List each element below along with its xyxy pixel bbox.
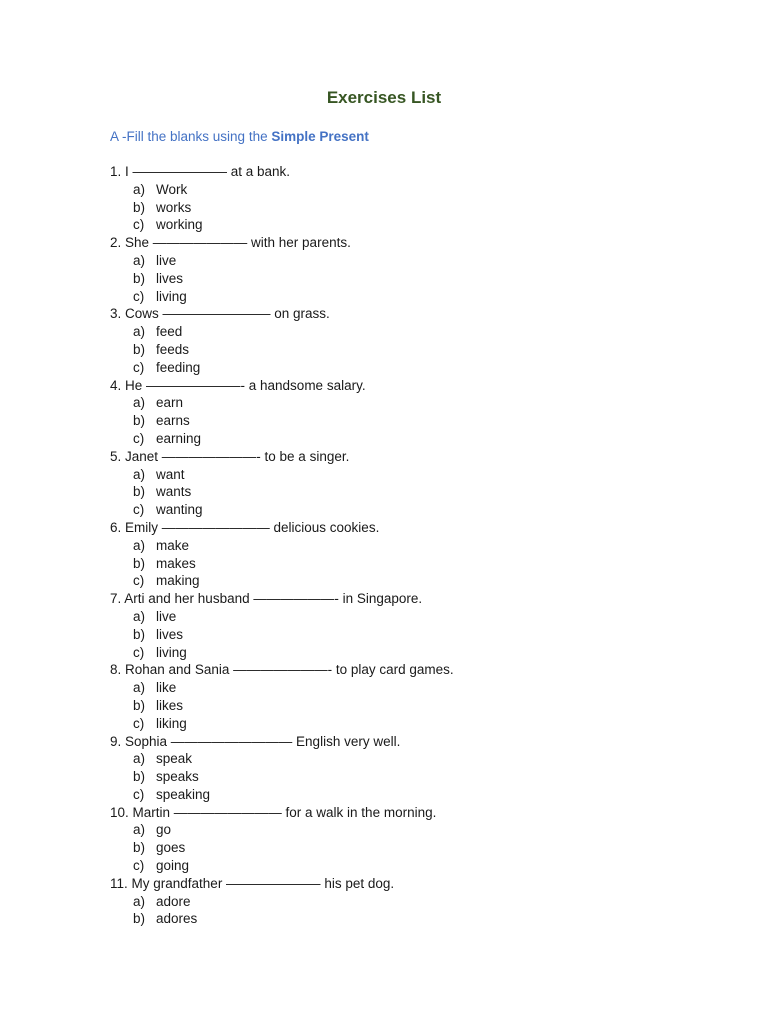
answer-option: [110, 394, 710, 412]
answer-option: [110, 572, 710, 590]
answer-option: [110, 537, 710, 555]
option-list: [110, 893, 710, 929]
option-text: wants: [156, 484, 192, 500]
option-text: going: [156, 858, 190, 874]
answer-option: [110, 466, 710, 484]
option-text: making: [156, 573, 200, 589]
answer-option: [110, 359, 710, 377]
option-text: liking: [156, 715, 187, 731]
answer-option: [110, 270, 710, 288]
option-letter: c): [133, 858, 145, 874]
option-letter: c): [133, 573, 145, 589]
answer-option: [110, 626, 710, 644]
option-text: speak: [156, 751, 193, 767]
option-list: [110, 466, 710, 519]
question-stem: 10. Martin ———————— for a walk in the morning.: [110, 804, 437, 820]
option-text: feeding: [156, 359, 201, 375]
option-letter: b): [133, 555, 146, 571]
option-list: [110, 323, 710, 376]
option-letter: a): [133, 466, 146, 482]
option-list: [110, 821, 710, 874]
option-list: [110, 750, 710, 803]
question-stem: 8. Rohan and Sania ———————- to play card games.: [110, 662, 454, 678]
question-item: [110, 733, 710, 804]
option-letter: c): [133, 288, 145, 304]
question-stem: 11. My grandfather ——————— his pet dog.: [110, 875, 395, 891]
option-text: make: [156, 537, 190, 553]
question-stem: 9. Sophia ————————— English very well.: [110, 733, 401, 749]
question-item: [110, 448, 710, 519]
option-text: feeds: [156, 341, 190, 357]
question-stem: 4. He ———————- a handsome salary.: [110, 377, 366, 393]
answer-option: [110, 483, 710, 501]
option-letter: a): [133, 893, 146, 909]
option-letter: b): [133, 484, 146, 500]
option-letter: b): [133, 911, 146, 927]
answer-option: [110, 715, 710, 733]
option-letter: c): [133, 430, 145, 446]
answer-option: [110, 430, 710, 448]
option-letter: a): [133, 181, 146, 197]
option-list: [110, 252, 710, 305]
answer-option: [110, 412, 710, 430]
question-stem: 5. Janet ———————- to be a singer.: [110, 448, 350, 464]
answer-option: [110, 786, 710, 804]
option-letter: a): [133, 324, 146, 340]
answer-option: [110, 768, 710, 786]
option-letter: c): [133, 644, 145, 660]
answer-option: [110, 216, 710, 234]
answer-option: [110, 839, 710, 857]
question-stem: 3. Cows ———————— on grass.: [110, 306, 330, 322]
option-text: want: [156, 466, 185, 482]
question-item: [110, 163, 710, 234]
question-stem: 7. Arti and her husband ——————- in Singapore.: [110, 591, 423, 607]
option-text: speaks: [156, 769, 199, 785]
option-text: likes: [156, 697, 184, 713]
question-item: [110, 875, 710, 928]
answer-option: [110, 644, 710, 662]
option-letter: a): [133, 680, 146, 696]
option-text: works: [156, 199, 192, 215]
option-letter: b): [133, 697, 146, 713]
option-list: [110, 537, 710, 590]
question-item: [110, 519, 710, 590]
answer-option: [110, 199, 710, 217]
option-text: earn: [156, 395, 184, 411]
option-text: like: [156, 680, 177, 696]
option-letter: a): [133, 252, 146, 268]
answer-option: [110, 608, 710, 626]
option-list: [110, 181, 710, 234]
option-text: makes: [156, 555, 196, 571]
option-letter: a): [133, 395, 146, 411]
option-letter: a): [133, 537, 146, 553]
option-text: speaking: [156, 786, 211, 802]
option-text: earning: [156, 430, 202, 446]
option-letter: c): [133, 715, 145, 731]
option-letter: a): [133, 608, 146, 624]
option-text: live: [156, 252, 177, 268]
answer-option: [110, 750, 710, 768]
section-heading: [110, 129, 369, 144]
option-text: Work: [156, 181, 188, 197]
option-list: [110, 608, 710, 661]
option-letter: b): [133, 341, 146, 357]
answer-option: [110, 857, 710, 875]
option-text: live: [156, 608, 177, 624]
answer-option: [110, 181, 710, 199]
option-letter: b): [133, 769, 146, 785]
question-item: [110, 305, 710, 376]
answer-option: [110, 288, 710, 306]
question-item: [110, 661, 710, 732]
option-letter: b): [133, 199, 146, 215]
option-letter: c): [133, 359, 145, 375]
answer-option: [110, 341, 710, 359]
option-text: lives: [156, 270, 184, 286]
question-stem: 2. She ——————— with her parents.: [110, 235, 351, 251]
question-stem: 1. I ——————— at a bank.: [110, 164, 291, 179]
section-heading-emphasis: Simple Present: [271, 129, 369, 144]
option-text: adores: [156, 911, 198, 927]
option-letter: b): [133, 413, 146, 429]
question-stem: 6. Emily ———————— delicious cookies.: [110, 519, 380, 535]
option-letter: c): [133, 217, 145, 233]
answer-option: [110, 697, 710, 715]
option-list: [110, 394, 710, 447]
option-text: working: [156, 217, 203, 233]
option-letter: b): [133, 626, 146, 642]
option-text: wanting: [156, 502, 203, 518]
option-text: living: [156, 288, 187, 304]
option-letter: c): [133, 502, 145, 518]
question-item: [110, 804, 710, 875]
option-text: living: [156, 644, 187, 660]
option-text: lives: [156, 626, 184, 642]
section-heading-prefix: A -Fill the blanks using the: [110, 129, 272, 144]
option-letter: b): [133, 270, 146, 286]
question-item: [110, 234, 710, 305]
option-letter: b): [133, 840, 146, 856]
option-text: go: [156, 822, 172, 838]
answer-option: [110, 893, 710, 911]
question-item: [110, 377, 710, 448]
option-letter: a): [133, 822, 146, 838]
option-text: goes: [156, 840, 186, 856]
answer-option: [110, 501, 710, 519]
answer-option: [110, 910, 710, 928]
option-text: feed: [156, 324, 183, 340]
answer-option: [110, 821, 710, 839]
option-text: earns: [156, 413, 190, 429]
answer-option: [110, 679, 710, 697]
question-list: [110, 163, 710, 928]
option-list: [110, 679, 710, 732]
answer-option: [110, 252, 710, 270]
option-letter: a): [133, 751, 146, 767]
question-item: [110, 590, 710, 661]
page-title: Exercises List: [326, 88, 442, 107]
option-text: adore: [156, 893, 191, 909]
option-letter: c): [133, 786, 145, 802]
answer-option: [110, 323, 710, 341]
answer-option: [110, 555, 710, 573]
